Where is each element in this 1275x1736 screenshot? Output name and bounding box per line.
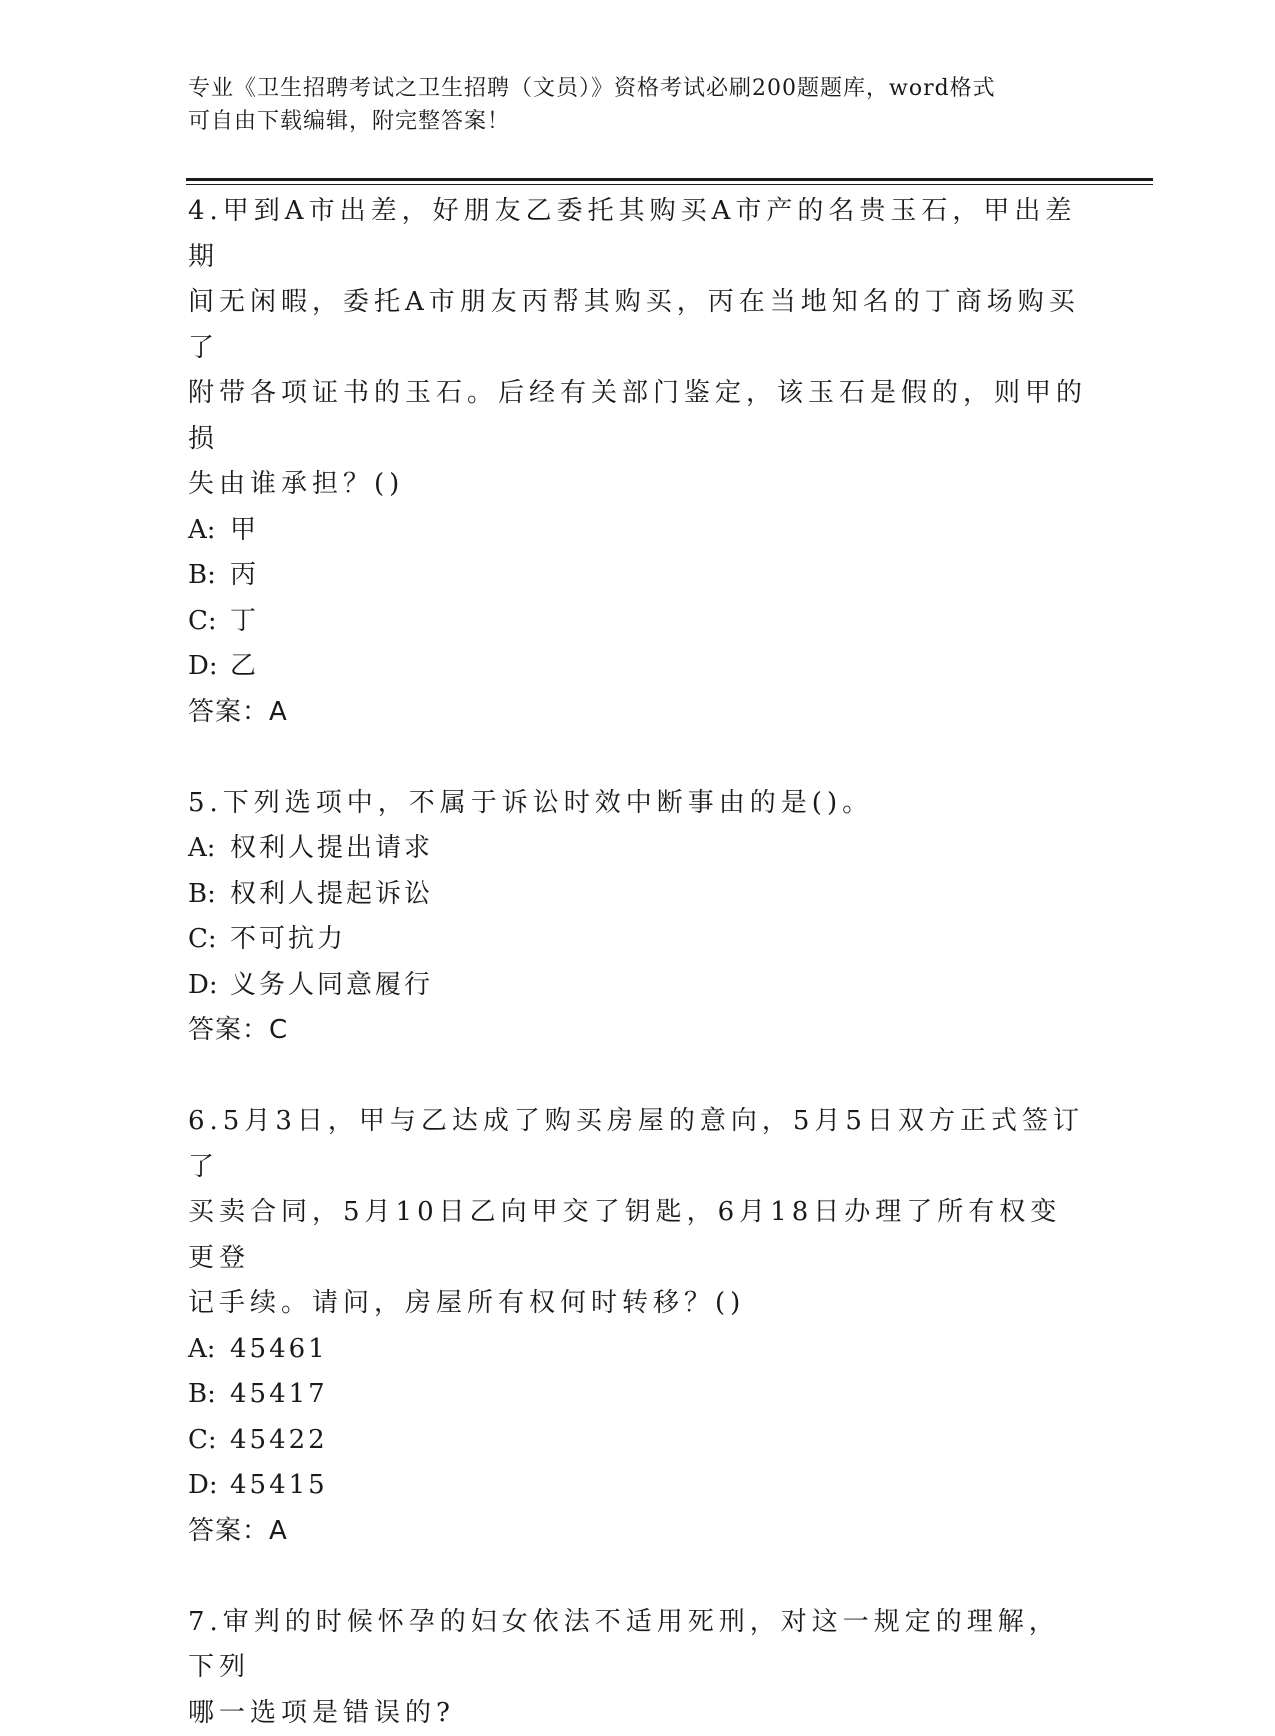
option-letter: B:	[188, 553, 230, 599]
option-letter: D:	[188, 1463, 230, 1509]
option-text: 45417	[230, 1379, 328, 1409]
option-text: 权利人提起诉讼	[230, 879, 433, 909]
option-text: 不可抗力	[230, 924, 346, 954]
option-d	[188, 644, 1088, 690]
spacer	[188, 1554, 1088, 1600]
option-text: 甲	[230, 515, 259, 545]
option-text: 乙	[230, 651, 259, 681]
option-letter: C:	[188, 1418, 230, 1464]
option-letter: B:	[188, 872, 230, 918]
question-line: 附带各项证书的玉石。后经有关部门鉴定，该玉石是假的，则甲的损	[188, 371, 1088, 462]
document-header	[188, 72, 1068, 138]
spacer	[188, 735, 1088, 781]
question-6	[188, 1099, 1088, 1554]
option-d	[188, 963, 1088, 1009]
option-c	[188, 599, 1088, 645]
option-letter: B:	[188, 1372, 230, 1418]
header-divider-thin	[186, 184, 1153, 185]
header-line-2: 可自由下载编辑，附完整答案！	[188, 105, 1068, 138]
question-5	[188, 781, 1088, 1054]
question-line: 间无闲暇，委托A市朋友丙帮其购买，丙在当地知名的丁商场购买了	[188, 280, 1088, 371]
answer-line: 答案：A	[188, 690, 1088, 735]
answer-line: 答案：A	[188, 1509, 1088, 1554]
option-b	[188, 872, 1088, 918]
option-letter: A:	[188, 826, 230, 872]
question-line: 买卖合同，5月10日乙向甲交了钥匙，6月18日办理了所有权变更登	[188, 1190, 1088, 1281]
option-d	[188, 1463, 1088, 1509]
header-divider-thick	[186, 178, 1153, 181]
question-line: 哪一选项是错误的?	[188, 1691, 1088, 1736]
question-line: 5.下列选项中，不属于诉讼时效中断事由的是()。	[188, 781, 1088, 827]
option-letter: D:	[188, 963, 230, 1009]
option-a	[188, 508, 1088, 554]
option-c	[188, 917, 1088, 963]
question-7	[188, 1600, 1088, 1736]
option-text: 45415	[230, 1470, 328, 1500]
option-text: 权利人提出请求	[230, 833, 433, 863]
option-text: 丁	[230, 606, 259, 636]
option-letter: C:	[188, 917, 230, 963]
option-a	[188, 826, 1088, 872]
option-a	[188, 1327, 1088, 1373]
question-list	[188, 189, 1088, 1736]
option-letter: A:	[188, 508, 230, 554]
question-line: 6.5月3日，甲与乙达成了购买房屋的意向，5月5日双方正式签订了	[188, 1099, 1088, 1190]
option-c	[188, 1418, 1088, 1464]
question-line: 失由谁承担？()	[188, 462, 1088, 508]
option-text: 45461	[230, 1334, 328, 1364]
question-4	[188, 189, 1088, 735]
option-b	[188, 1372, 1088, 1418]
option-text: 丙	[230, 560, 259, 590]
option-letter: D:	[188, 644, 230, 690]
option-letter: A:	[188, 1327, 230, 1373]
option-b	[188, 553, 1088, 599]
header-line-1: 专业《卫生招聘考试之卫生招聘（文员）》资格考试必刷200题题库，word格式	[188, 72, 1068, 105]
answer-line: 答案：C	[188, 1008, 1088, 1053]
spacer	[188, 1053, 1088, 1099]
question-line: 7.审判的时候怀孕的妇女依法不适用死刑，对这一规定的理解，下列	[188, 1600, 1088, 1691]
option-text: 45422	[230, 1425, 328, 1455]
question-line: 记手续。请问，房屋所有权何时转移？()	[188, 1281, 1088, 1327]
option-letter: C:	[188, 599, 230, 645]
question-line: 4.甲到A市出差，好朋友乙委托其购买A市产的名贵玉石，甲出差期	[188, 189, 1088, 280]
option-text: 义务人同意履行	[230, 970, 433, 1000]
